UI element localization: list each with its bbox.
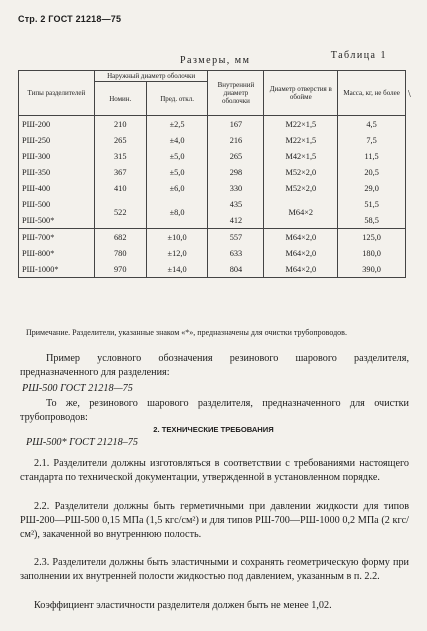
- cell-hole: M64×2: [264, 196, 338, 229]
- cell-mass: 180,0: [338, 245, 406, 261]
- cell-nominal: 315: [94, 148, 146, 164]
- col-outer: Наружный диаметр оболочки: [94, 71, 208, 82]
- cell-hole: M64×2,0: [264, 245, 338, 261]
- cell-inner: 804: [208, 261, 264, 278]
- cell-nominal: 970: [94, 261, 146, 278]
- table-row: [19, 164, 406, 180]
- clause-2-1: 2.1. Разделители должны изготовляться в соответствии с требованиями настоящего стандарта по технической документации, утвержденной в установленном порядке.: [20, 458, 409, 483]
- cell-tolerance: ±5,0: [146, 148, 208, 164]
- cell-tolerance: ±10,0: [146, 229, 208, 246]
- cell-inner: 167: [208, 116, 264, 133]
- cell-mass: 4,5: [338, 116, 406, 133]
- table-row: [19, 196, 406, 212]
- cell-inner: 435: [208, 196, 264, 212]
- cell-mass: 390,0: [338, 261, 406, 278]
- cell-type: РШ-200: [19, 116, 95, 133]
- cell-tolerance: ±4,0: [146, 132, 208, 148]
- cell-type: РШ-300: [19, 148, 95, 164]
- table-number: Таблица 1: [330, 50, 387, 61]
- cell-inner: 633: [208, 245, 264, 261]
- example1-designation: РШ-500 ГОСТ 21218—75: [22, 383, 133, 394]
- cell-mass: 29,0: [338, 180, 406, 196]
- cell-mass: 20,5: [338, 164, 406, 180]
- cell-type: РШ-350: [19, 164, 95, 180]
- cell-hole: M42×1,5: [264, 148, 338, 164]
- cell-hole: M22×1,5: [264, 116, 338, 133]
- cell-nominal: 780: [94, 245, 146, 261]
- col-hole: Диаметр отверстия в обойме: [264, 71, 338, 116]
- cell-mass: 7,5: [338, 132, 406, 148]
- table-row: [19, 116, 406, 133]
- cell-type: РШ-500: [19, 196, 95, 212]
- cell-type: РШ-250: [19, 132, 95, 148]
- cell-mass: 125,0: [338, 229, 406, 246]
- cell-tolerance: ±2,5: [146, 116, 208, 133]
- cell-inner: 557: [208, 229, 264, 246]
- clause-2-2: 2.2. Разделители должны быть герметичными при давлении жидкости для типов РШ-200—РШ-500 0,15 МПа (1,5 кгс/см²) и для типов РШ-700—РШ-1000 0,2 МПа (2 кгс/см²), закаченной во внутреннюю полость.: [20, 501, 409, 540]
- example2-designation: РШ-500* ГОСТ 21218–75: [26, 437, 138, 448]
- col-nominal: Номин.: [94, 82, 146, 116]
- table-row: [19, 245, 406, 261]
- cell-nominal: 367: [94, 164, 146, 180]
- cell-inner: 330: [208, 180, 264, 196]
- table-row: [19, 132, 406, 148]
- cell-nominal: 522: [94, 196, 146, 229]
- cell-type: РШ-1000*: [19, 261, 95, 278]
- cell-nominal: 410: [94, 180, 146, 196]
- sizes-label: Размеры, мм: [180, 55, 251, 66]
- col-type: Типы разделителей: [19, 71, 95, 116]
- cell-nominal: 682: [94, 229, 146, 246]
- cell-inner: 412: [208, 212, 264, 229]
- table-row: [19, 212, 406, 229]
- cell-tolerance: ±14,0: [146, 261, 208, 278]
- clause-2-3: 2.3. Разделители должны быть эластичными и сохранять геометрическую форму при заполнении их внутренней полости жидкостью под давлением, указанным в п. 2.2.: [20, 557, 409, 582]
- table-note: Примечание. Разделители, указанные знаком «*», предназначены для очистки трубопроводов.: [26, 328, 347, 337]
- cell-hole: M52×2,0: [264, 164, 338, 180]
- cell-type: РШ-800*: [19, 245, 95, 261]
- cell-tolerance: ±6,0: [146, 180, 208, 196]
- cell-nominal: 265: [94, 132, 146, 148]
- cell-hole: M64×2,0: [264, 261, 338, 278]
- cell-hole: M64×2,0: [264, 229, 338, 246]
- dimensions-table: [18, 70, 406, 278]
- cell-mass: 11,5: [338, 148, 406, 164]
- col-inner: Внутренний диаметр оболочки: [208, 71, 264, 116]
- cell-tolerance: ±12,0: [146, 245, 208, 261]
- col-mass: Масса, кг, не более: [338, 71, 406, 116]
- clause-2-3-coefficient: Коэффициент эластичности разделителя должен быть не менее 1,02.: [34, 600, 332, 611]
- cell-tolerance: ±8,0: [146, 196, 208, 229]
- cell-type: РШ-500*: [19, 212, 95, 229]
- col-tolerance: Пред. откл.: [146, 82, 208, 116]
- example1-intro: Пример условного обозначения резинового шарового разделителя, предназначенного для разделения:: [20, 353, 409, 378]
- cell-mass: 51,5: [338, 196, 406, 212]
- page-header: Стр. 2 ГОСТ 21218—75: [18, 14, 122, 24]
- cell-inner: 216: [208, 132, 264, 148]
- table-row: [19, 229, 406, 246]
- cell-mass: 58,5: [338, 212, 406, 229]
- example2-intro: То же, резинового шарового разделителя, предназначенного для очистки трубопроводов:: [20, 398, 409, 423]
- cell-nominal: 210: [94, 116, 146, 133]
- table-row: [19, 148, 406, 164]
- section-title: 2. ТЕХНИЧЕСКИЕ ТРЕБОВАНИЯ: [153, 425, 274, 434]
- cell-type: РШ-400: [19, 180, 95, 196]
- table-row: [19, 180, 406, 196]
- cell-tolerance: ±5,0: [146, 164, 208, 180]
- margin-mark: \: [408, 89, 411, 100]
- cell-hole: M52×2,0: [264, 180, 338, 196]
- cell-hole: M22×1,5: [264, 132, 338, 148]
- cell-type: РШ-700*: [19, 229, 95, 246]
- cell-inner: 265: [208, 148, 264, 164]
- cell-inner: 298: [208, 164, 264, 180]
- table-row: [19, 261, 406, 278]
